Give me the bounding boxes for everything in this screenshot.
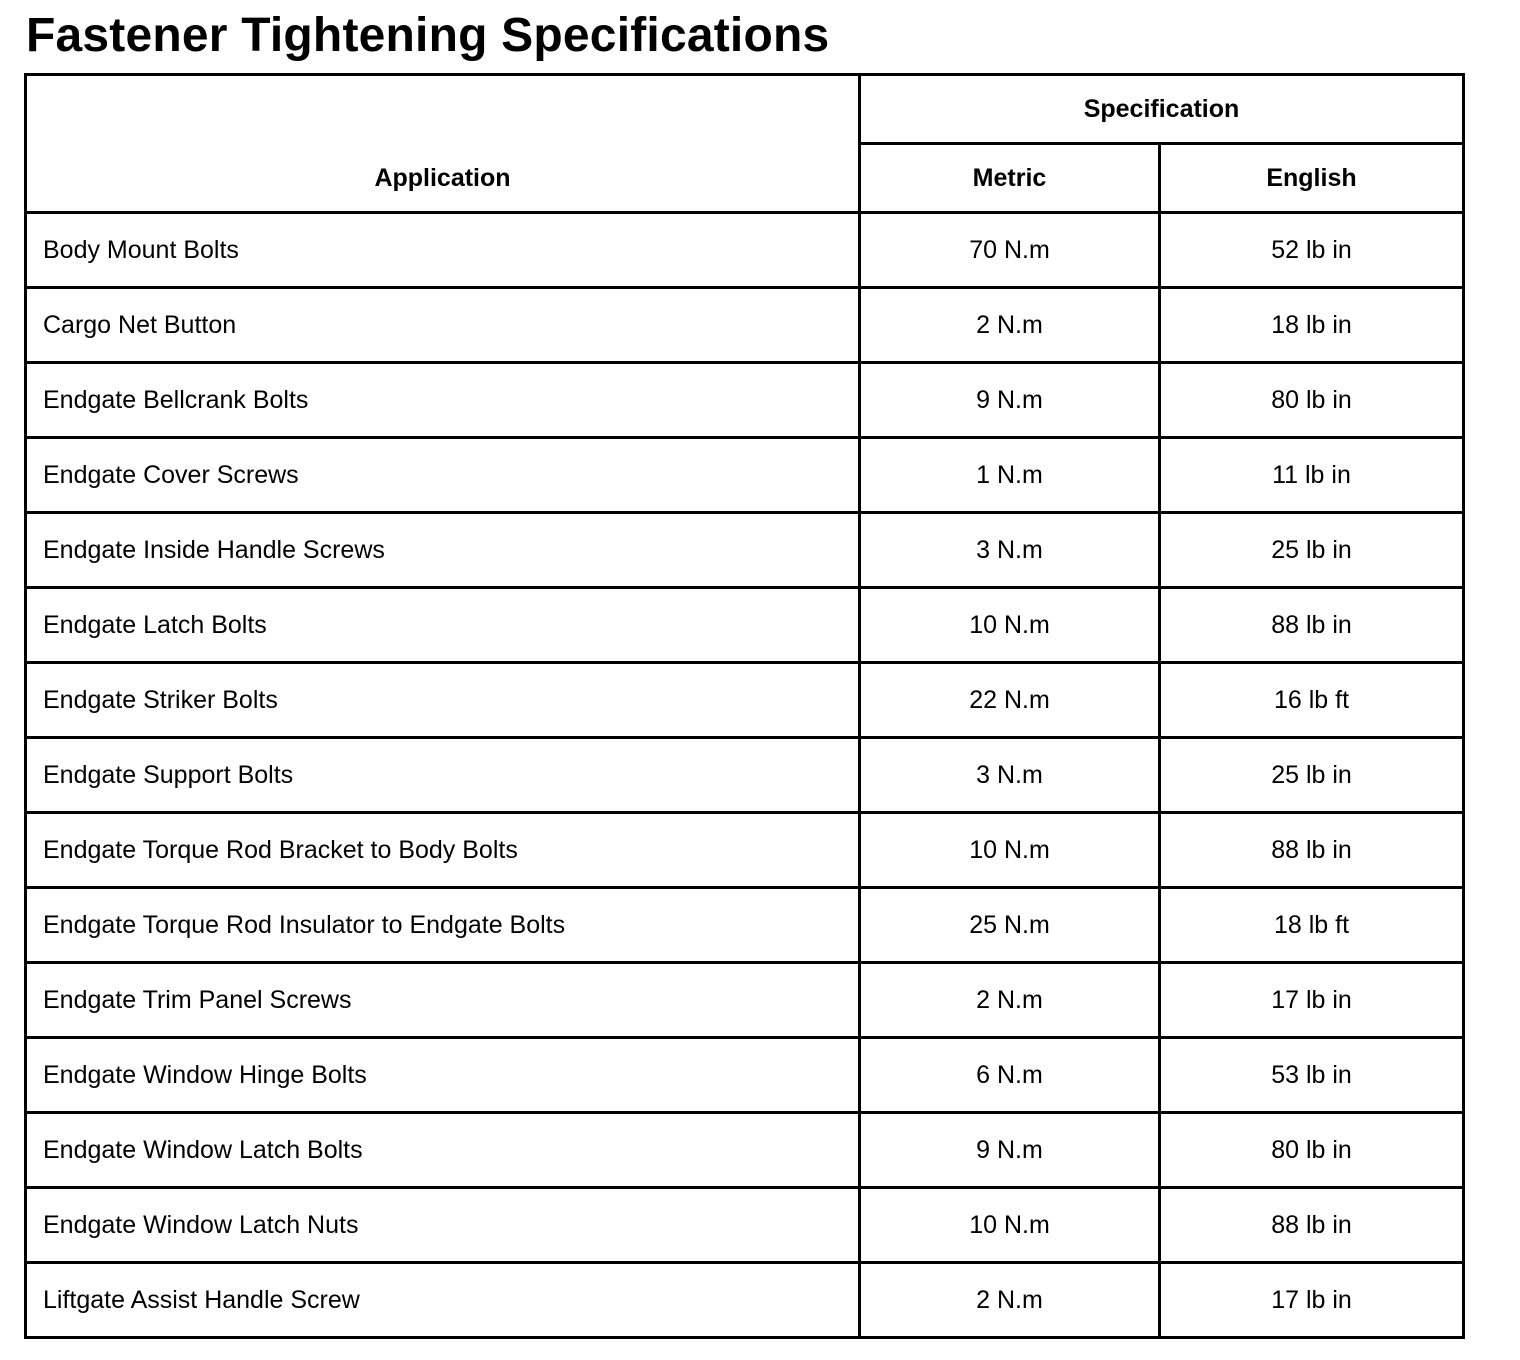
english-value-cell: 16 lb ft xyxy=(1160,663,1464,738)
application-cell: Cargo Net Button xyxy=(26,288,860,363)
table-row xyxy=(26,1038,1464,1113)
table-row xyxy=(26,513,1464,588)
english-value-cell: 17 lb in xyxy=(1160,963,1464,1038)
metric-value-cell: 6 N.m xyxy=(860,1038,1160,1113)
english-value-cell: 25 lb in xyxy=(1160,738,1464,813)
application-cell: Body Mount Bolts xyxy=(26,213,860,288)
table-row xyxy=(26,813,1464,888)
table-row xyxy=(26,213,1464,288)
specification-column-header: Specification xyxy=(860,75,1464,144)
english-value-cell: 25 lb in xyxy=(1160,513,1464,588)
table-row xyxy=(26,738,1464,813)
table-header xyxy=(26,75,1464,213)
application-cell: Endgate Cover Screws xyxy=(26,438,860,513)
metric-value-cell: 2 N.m xyxy=(860,288,1160,363)
english-value-cell: 53 lb in xyxy=(1160,1038,1464,1113)
table-row xyxy=(26,1263,1464,1338)
table-row xyxy=(26,363,1464,438)
metric-value-cell: 25 N.m xyxy=(860,888,1160,963)
application-cell: Endgate Latch Bolts xyxy=(26,588,860,663)
table-row xyxy=(26,663,1464,738)
application-cell: Endgate Trim Panel Screws xyxy=(26,963,860,1038)
english-value-cell: 88 lb in xyxy=(1160,813,1464,888)
english-value-cell: 18 lb in xyxy=(1160,288,1464,363)
metric-value-cell: 1 N.m xyxy=(860,438,1160,513)
table-row xyxy=(26,438,1464,513)
application-cell: Endgate Window Hinge Bolts xyxy=(26,1038,860,1113)
metric-value-cell: 10 N.m xyxy=(860,1188,1160,1263)
metric-value-cell: 10 N.m xyxy=(860,588,1160,663)
english-value-cell: 80 lb in xyxy=(1160,363,1464,438)
english-value-cell: 52 lb in xyxy=(1160,213,1464,288)
english-value-cell: 11 lb in xyxy=(1160,438,1464,513)
table-body xyxy=(26,213,1464,1338)
metric-value-cell: 2 N.m xyxy=(860,1263,1160,1338)
application-cell: Endgate Window Latch Bolts xyxy=(26,1113,860,1188)
header-row-top xyxy=(26,75,1464,144)
table-row xyxy=(26,1113,1464,1188)
english-value-cell: 80 lb in xyxy=(1160,1113,1464,1188)
english-value-cell: 18 lb ft xyxy=(1160,888,1464,963)
metric-column-header: Metric xyxy=(860,144,1160,213)
metric-value-cell: 10 N.m xyxy=(860,813,1160,888)
page-title: Fastener Tightening Specifications xyxy=(26,9,830,62)
metric-value-cell: 9 N.m xyxy=(860,363,1160,438)
application-cell: Endgate Torque Rod Bracket to Body Bolts xyxy=(26,813,860,888)
metric-value-cell: 3 N.m xyxy=(860,738,1160,813)
table-row xyxy=(26,888,1464,963)
table-row xyxy=(26,1188,1464,1263)
metric-value-cell: 3 N.m xyxy=(860,513,1160,588)
english-column-header: English xyxy=(1160,144,1464,213)
metric-value-cell: 22 N.m xyxy=(860,663,1160,738)
application-cell: Endgate Inside Handle Screws xyxy=(26,513,860,588)
table-row xyxy=(26,288,1464,363)
application-cell: Endgate Support Bolts xyxy=(26,738,860,813)
application-cell: Endgate Window Latch Nuts xyxy=(26,1188,860,1263)
table-row xyxy=(26,588,1464,663)
application-cell: Endgate Bellcrank Bolts xyxy=(26,363,860,438)
table-row xyxy=(26,963,1464,1038)
application-cell: Endgate Striker Bolts xyxy=(26,663,860,738)
metric-value-cell: 9 N.m xyxy=(860,1113,1160,1188)
english-value-cell: 88 lb in xyxy=(1160,1188,1464,1263)
fastener-spec-table xyxy=(24,73,1465,1339)
metric-value-cell: 2 N.m xyxy=(860,963,1160,1038)
english-value-cell: 88 lb in xyxy=(1160,588,1464,663)
metric-value-cell: 70 N.m xyxy=(860,213,1160,288)
application-cell: Liftgate Assist Handle Screw xyxy=(26,1263,860,1338)
application-column-header: Application xyxy=(26,75,860,213)
english-value-cell: 17 lb in xyxy=(1160,1263,1464,1338)
application-cell: Endgate Torque Rod Insulator to Endgate Bolts xyxy=(26,888,860,963)
